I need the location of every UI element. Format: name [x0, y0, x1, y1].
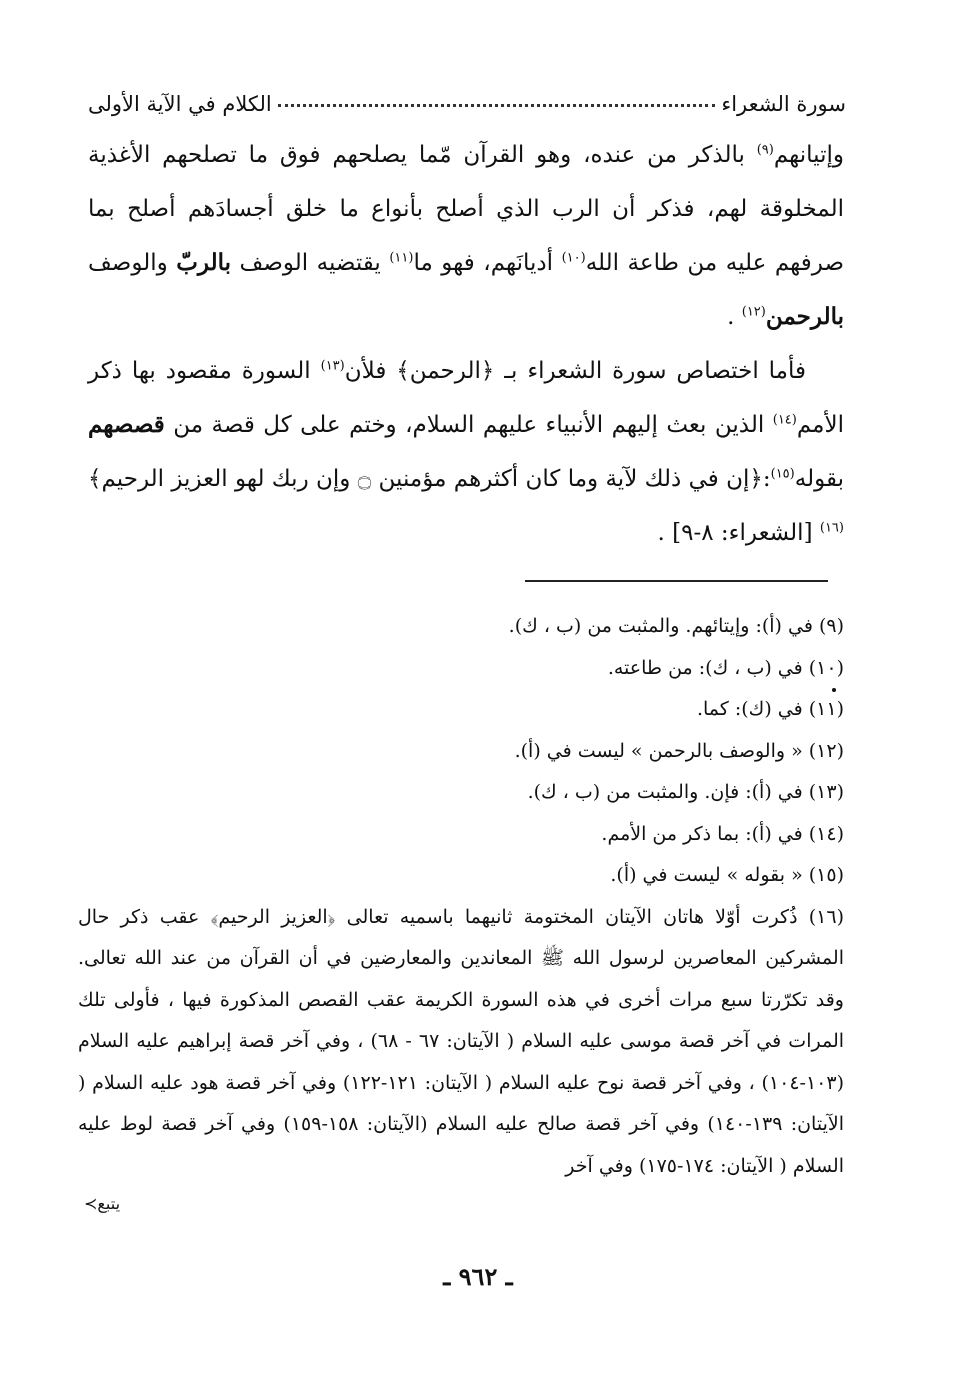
- footnote-13: (١٣) في (أ): فإن. والمثبت من (ب ، ك).: [527, 781, 844, 803]
- footnote-ref: (١٣): [320, 358, 345, 374]
- footnote-separator: [525, 580, 828, 582]
- footnote-ref: (١٢): [741, 304, 766, 320]
- footnote-16: (١٦) ذُكرت أوّلا هاتان الآيتان المختومة ثانيهما باسميه تعالى ﴿العزيز الرحيم﴾ عقب ذكر حال المشركين المعاصرين لرسول الله ﷺ المعاندين والمعارضين في أن القرآن من عند الله تعالى. وقد تكرّرتا سبع مرات أخرى في هذه السورة الكريمة عقب القصص المذكورة فيها ، فأولى تلك المرات في آخر قصة موسى عليه السلام ( الآيتان: ٦٧ - ٦٨) ، وفي آخر قصة إبراهيم عليه السلام (١٠٣-١٠٤) ، وفي آخر قصة نوح عليه السلام ( الآيتان: ١٢١-١٢٢) وفي آخر قصة هود عليه السلام ( الآيتان: ١٣٩-١٤٠) وفي آخر قصة صالح عليه السلام (الآيتان: ١٥٨-١٥٩) وفي آخر قصة لوط عليه السلام ( الآيتان: ١٧٤-١٧٥) وفي آخر: [78, 905, 845, 1177]
- continuation-mark: يتبع≻: [84, 1194, 121, 1213]
- footnote-10: (١٠) في (ب ، ك): من طاعته.: [607, 656, 844, 679]
- text-run: والوصف: [88, 250, 177, 276]
- footnote-ref: (١٤): [772, 412, 797, 428]
- text-run: .: [727, 304, 742, 330]
- footnote-14: (١٤) في (أ): بما ذكر من الأمم.: [601, 822, 844, 845]
- footnote-ref: (١٥): [770, 466, 795, 482]
- text-run: [الشعراء: ٨-٩] .: [657, 520, 820, 546]
- paragraph-2: [88, 344, 844, 560]
- text-run: بالذكر من عنده، وهو القرآن مّما يصلحهم فوق ما تصلحهم الأغذية المخلوقة لهم، فذكر أن الرب الذي أصلح بأنواع ما خلق أجسادَهم أصلح بما صرفهم عليه من طاعة الله: [88, 142, 844, 276]
- bold-term: قصصهم: [88, 411, 165, 438]
- text-run: وإتيانهم: [773, 142, 844, 168]
- page-number: ـ ٩٦٢ ـ: [443, 1262, 513, 1291]
- footnote-12: (١٢) « والوصف بالرحمن » ليست في (أ).: [514, 739, 844, 762]
- footnote-ref: (١٦): [819, 520, 844, 536]
- main-text: [88, 128, 844, 560]
- footnote-ref: (١٠): [561, 250, 586, 266]
- footnote-15: (١٥) « بقوله » ليست في (أ).: [610, 864, 844, 886]
- footnote-9: (٩) في (أ): وإيتائهم. والمثبت من (ب ، ك).: [508, 615, 844, 637]
- text-run: أديانَهم، فهو ما: [413, 250, 562, 276]
- text-run: السورة مقصود بها ذكر الأمم: [88, 358, 844, 438]
- footnote-ref: (٩): [756, 142, 774, 158]
- header-section: الكلام في الآية الأولى: [88, 92, 272, 116]
- bold-term: بالربّ: [176, 249, 231, 276]
- footnotes: [78, 606, 844, 1187]
- text-run: بقوله: [794, 466, 844, 492]
- running-header: [88, 76, 846, 116]
- text-run: فأما اختصاص سورة الشعراء بـ ﴿الرحمن﴾ فلأن: [344, 358, 806, 384]
- paragraph-1: [88, 128, 844, 344]
- bold-term: بالرحمن: [765, 303, 844, 330]
- header-surah: سورة الشعراء: [721, 92, 846, 116]
- quran-quote: :﴿إن في ذلك لآية وما كان أكثرهم مؤمنين ۝ وإن ربك لهو العزيز الرحيم﴾: [88, 466, 771, 492]
- header-dot-leader: [278, 104, 716, 107]
- stray-dot: [832, 688, 836, 692]
- footnote-11: (١١) في (ك): كما.: [696, 698, 844, 720]
- footnote-ref: (١١): [389, 250, 414, 266]
- text-run: الذين بعث إليهم الأنبياء عليهم السلام، وختم على كل قصة من: [164, 412, 773, 438]
- text-run: يقتضيه الوصف: [231, 250, 390, 276]
